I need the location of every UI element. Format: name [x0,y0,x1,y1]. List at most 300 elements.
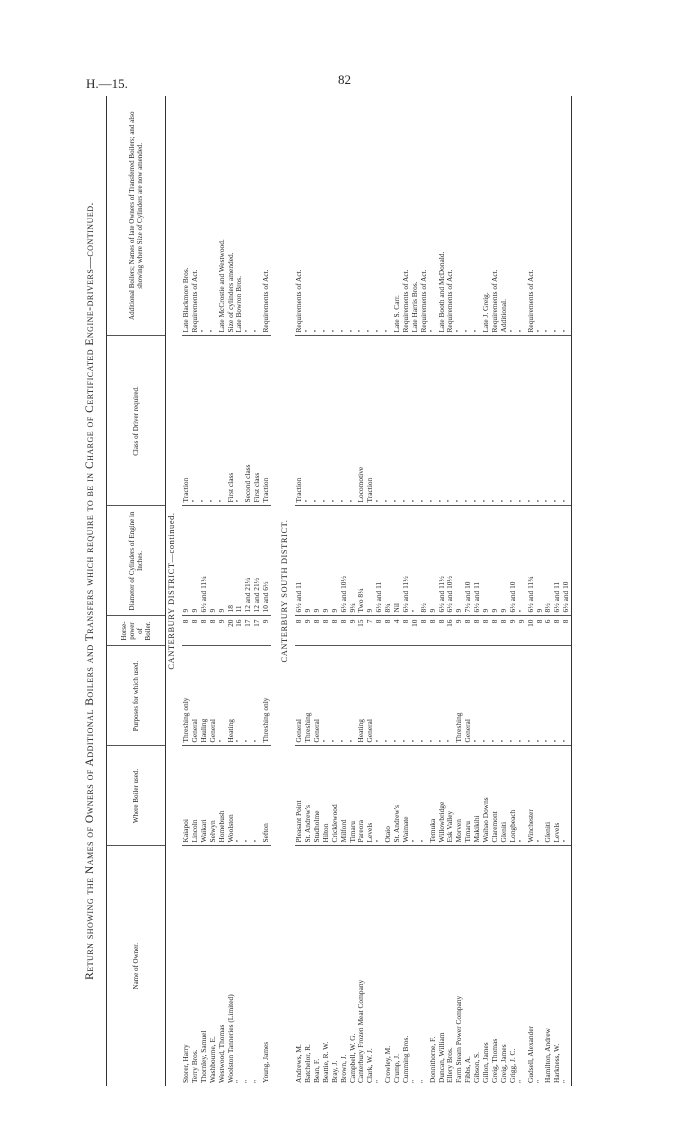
cell-hp: 8 [500,616,509,646]
table-row [218,96,227,1086]
cell-diam: 8½ [420,506,429,616]
cell-add: " [209,96,218,336]
cell-owner: Farm Steam Power Company [454,995,464,1083]
table-row [304,96,313,1086]
cell-where: " [518,746,527,846]
cell-owner: Harkness, W. [552,1043,562,1083]
cell-add: " [518,96,527,336]
table-row [491,96,500,1086]
col-header-diameter: Diameter of Cylinders of Engine in Inches. [107,506,166,616]
table-row [322,96,331,1086]
cell-diam: 8¾ [384,506,393,616]
cell-class: " [304,336,313,506]
cell-purpose: " [518,646,527,746]
cell-purpose: " [375,646,384,746]
cell-class: " [322,336,331,506]
cell-where: Pleasant Point [295,746,304,846]
table-row [527,96,536,1086]
table-row [482,96,491,1086]
cell-purpose: Threshing only [182,646,191,746]
cell-hp: 8 [200,616,209,646]
cell-hp: 8 [429,616,438,646]
cell-purpose: " [402,646,411,746]
district-heading: CANTERBURY SOUTH DISTRICT. [280,519,290,663]
cell-purpose: " [544,646,553,746]
cell-class: " [429,336,438,506]
cell-diam: Nil [393,506,402,616]
table-row [536,96,545,1086]
cell-class: " [518,336,527,506]
col-header-horse-power: Horse-power of Boiler. [107,616,166,646]
cell-class: " [402,336,411,506]
cell-purpose: " [446,646,455,746]
cell-add: " [464,96,473,336]
district-heading: CANTERBURY DISTRICT—continued. [167,512,176,670]
cell-where: Temuka [429,746,438,846]
cell-where: Otaio [384,746,393,846]
cell-owner: Ellery Bros. [445,1047,455,1083]
cell-purpose: " [384,646,393,746]
table-row [227,96,236,1086]
cell-where: Sefton [262,746,271,846]
cell-add: " [553,96,562,336]
cell-add: Requirements of Act. [295,96,304,336]
cell-where: St. Andrew's [393,746,402,846]
cell-add: " [455,96,464,336]
cell-diam: 9 [304,506,313,616]
cell-where: Gleniti [544,746,553,846]
cell-diam: 6½ and 10½ [340,506,349,616]
cell-diam: 12 and 21½ [253,506,262,616]
cell-owner: Campbell, W. G. [347,1033,357,1083]
cell-class: " [562,336,571,506]
cell-diam: 9 [191,506,200,616]
cell-purpose: " [322,646,331,746]
cell-hp: 8 [464,616,473,646]
cell-owner: Andrews, M. [294,1044,304,1083]
cell-diam: 6½ and 10 [509,506,518,616]
cell-where: Gleniti [500,746,509,846]
cell-purpose: " [235,646,244,746]
cell-hp: 8 [375,616,384,646]
cell-class: " [464,336,473,506]
cell-owner: Greig, Thomas [490,1038,499,1083]
report-reference: H.—15. [86,76,128,91]
cell-class: " [384,336,393,506]
cell-diam: 6½ and 11 [295,506,304,616]
cell-class: First class [253,336,262,506]
cell-class: " [527,336,536,506]
table-row [509,96,518,1086]
cell-where: Timaru [464,746,473,846]
table-row [384,96,393,1086]
cell-diam: 9 [366,506,375,616]
cell-hp: 8 [402,616,411,646]
cell-owner: Westwood, Thomas [216,1024,226,1083]
cell-class: " [491,336,500,506]
cell-where: Selwyn [209,746,218,846]
cell-class: " [209,336,218,506]
cell-add: Requirements of Act. [262,96,271,336]
cell-add: " [331,96,340,336]
cell-add: " [366,96,375,336]
table-row [473,96,482,1086]
cell-add: Requirements of Act. [420,96,429,336]
cell-diam: 8½ [544,506,553,616]
cell-class: " [200,336,209,506]
cell-diam: 9 [482,506,491,616]
cell-hp: 8 [331,616,340,646]
cell-where: Waikari [200,746,209,846]
cell-class: " [331,336,340,506]
section-spacer [271,96,279,1086]
cell-where: Woolston [227,746,236,846]
cell-owner: Crowley, M. [383,1045,393,1083]
cell-class: " [375,336,384,506]
cell-diam: 9 [322,506,331,616]
cell-add: Late Bowron Bros. [235,96,244,336]
cell-purpose: " [509,646,518,746]
cell-hp: 8 [191,616,200,646]
cell-owner: " [534,1079,544,1083]
cell-where: Longbeach [509,746,518,846]
cell-where: Pareora [357,746,366,846]
cell-owner: Fibbs, A. [463,1056,473,1083]
cell-diam: 9¼ [349,506,358,616]
cell-hp: 16 [235,616,244,646]
cell-diam: " [411,506,420,616]
cell-owner: Cumming Bros. [400,1035,410,1083]
cell-add: " [544,96,553,336]
cell-purpose: " [438,646,447,746]
cell-class: " [500,336,509,506]
cell-owner: Young, James [261,1041,271,1083]
cell-owner: Terry Bros. [189,1049,199,1083]
cell-purpose: " [473,646,482,746]
cell-purpose: " [253,646,262,746]
cell-diam: 6½ and 11¾ [527,506,536,616]
cell-hp: 16 [446,616,455,646]
table-row [262,96,271,1086]
cell-add: " [375,96,384,336]
cell-where: " [536,746,545,846]
cell-diam: 9 [209,506,218,616]
cell-class: " [411,336,420,506]
cell-owner: Duncan, William [436,1032,446,1083]
cell-hp: 8 [420,616,429,646]
cell-purpose: " [553,646,562,746]
cell-class: Traction [262,336,271,506]
cell-hp: 8 [313,616,322,646]
district-heading-row [279,96,295,1086]
page-number: 82 [338,72,351,87]
cell-hp: 7 [366,616,375,646]
cell-class: Traction [366,336,375,506]
col-header-class: Class of Driver required. [107,336,166,506]
cell-where: " [375,746,384,846]
cell-hp: 8 [209,616,218,646]
cell-class: " [313,336,322,506]
cell-purpose: " [536,646,545,746]
cell-owner: " [516,1079,526,1083]
cell-owner: Grigg, J. C. [507,1048,517,1083]
cell-hp: 8 [473,616,482,646]
cell-hp: 9 [349,616,358,646]
cell-add: " [244,96,253,336]
cell-purpose: Threshing only [262,646,271,746]
cell-class: Traction [295,336,304,506]
cell-owner: Bray, J. [329,1060,339,1083]
cell-add: " [429,96,438,336]
cell-where: Kaiapoi [182,746,191,846]
cell-class: " [349,336,358,506]
col-header-owner: Name of Owner. [107,846,166,1086]
table-row [357,96,366,1086]
cell-add: Requirements of Act. [446,96,455,336]
cell-hp: 8 [553,616,562,646]
cell-purpose: General [464,646,473,746]
cell-diam: 9 [218,506,227,616]
cell-owner: Donnithorne, F. [427,1036,437,1083]
cell-add: Late Blackmore Bros. [182,96,191,336]
cell-diam: 7½ and 10 [464,506,473,616]
cell-where: Studholme [313,746,322,846]
cell-where: Claremont [491,746,500,846]
cell-owner: Brown, J. [338,1054,348,1083]
cell-hp: 8 [562,616,571,646]
cell-class: " [340,336,349,506]
cell-diam: " [518,506,527,616]
cell-add: Requirements of Act. [491,96,500,336]
cell-diam: Two 8¼ [357,506,366,616]
cell-purpose: " [349,646,358,746]
cell-diam: 9 [536,506,545,616]
cell-diam: 11 [235,506,244,616]
cell-hp: 9 [262,616,271,646]
cell-where: Levels [553,746,562,846]
cell-add: Late Harris Bros. [411,96,420,336]
cell-class: " [438,336,447,506]
cell-class: " [235,336,244,506]
cell-owner: " [374,1079,384,1083]
cell-add: Late McCrostie and Westwood. [218,96,227,336]
cell-where: " [420,746,429,846]
cell-class: " [218,336,227,506]
cell-where: Willowbridge [438,746,447,846]
cell-add: Requirements of Act. [527,96,536,336]
cell-hp: 17 [253,616,262,646]
cell-hp: 17 [244,616,253,646]
cell-diam: 6½ and 10 [562,506,571,616]
cell-diam: 6½ and 11½ [402,506,411,616]
cell-purpose: Threshing [304,646,313,746]
table-row [402,96,411,1086]
cell-add: " [357,96,366,336]
table-row [340,96,349,1086]
cell-class: " [544,336,553,506]
cell-add: " [304,96,313,336]
cell-hp: 10 [411,616,420,646]
cell-where: Waihao Downs [482,746,491,846]
table-header-row [107,96,166,1086]
cell-owner: Greig, James [498,1044,508,1083]
cell-diam: 6½ and 11¼ [200,506,209,616]
cell-purpose: " [562,646,571,746]
cell-purpose: Hauling [200,646,209,746]
cell-hp: 4 [393,616,402,646]
cell-add: " [253,96,262,336]
cell-where: Waimate [402,746,411,846]
cell-purpose: " [482,646,491,746]
cell-diam: 6½ and 11½ [438,506,447,616]
cell-owner: Gillon, James [481,1042,491,1083]
cell-hp: 15 [357,616,366,646]
cell-where: Esk Valley [446,746,455,846]
table-row [562,96,571,1086]
cell-where: Timaru [349,746,358,846]
cell-where: " [411,746,420,846]
cell-diam: 6½ and 11 [375,506,384,616]
section-spacer-cell [271,96,279,1086]
cell-purpose: " [218,646,227,746]
cell-class: " [553,336,562,506]
cell-class: " [473,336,482,506]
table-row [295,96,304,1086]
cell-owner: Bean, F. [311,1058,321,1083]
cell-add: Size of cylinders amended. [227,96,236,336]
cell-class: Second class [244,336,253,506]
cell-hp: 8 [438,616,447,646]
cell-class: " [509,336,518,506]
table-caption: Return showing the Names of Owners of Additional Boilers and Transfers which require to be in Charge of Certificated Engine-drivers—continued. [84,202,96,980]
cell-add: Late J. Greig. [482,96,491,336]
cell-class: " [191,336,200,506]
cell-purpose: " [411,646,420,746]
cell-hp: 6 [544,616,553,646]
cell-add: " [473,96,482,336]
cell-owner: Beattie, R. W. [320,1041,330,1083]
cell-add: " [536,96,545,336]
cell-owner: Gibson, S. [472,1051,482,1083]
cell-owner: Canterbury Frozen Meat Company [356,979,366,1083]
table-row [375,96,384,1086]
cell-diam: 18 [227,506,236,616]
cell-owner: " [234,1079,244,1083]
cell-add: " [562,96,571,336]
cell-add: " [313,96,322,336]
cell-add: Requirements of Act. [191,96,200,336]
cell-hp: 8 [536,616,545,646]
cell-where: St. Andrew's [304,746,313,846]
cell-add: " [509,96,518,336]
cell-hp: 10 [527,616,536,646]
cell-where: " [244,746,253,846]
cell-hp: 8 [384,616,393,646]
cell-owner: " [409,1079,419,1083]
cell-where: Makikihi [473,746,482,846]
col-header-where: Where Boiler used. [107,746,166,846]
table-row [200,96,209,1086]
cell-where: Milford [340,746,349,846]
owners-table [106,96,572,1086]
cell-where: Levels [366,746,375,846]
cell-owner: " [562,846,571,1086]
cell-diam: 10 and 6½ [262,506,271,616]
cell-purpose: " [527,646,536,746]
cell-class: " [446,336,455,506]
cell-purpose: " [429,646,438,746]
cell-hp: 20 [227,616,236,646]
cell-purpose: General [313,646,322,746]
cell-diam: 12 and 21¼ [244,506,253,616]
col-header-purpose: Purposes for which used. [107,646,166,746]
cell-diam: 6½ and 10½ [446,506,455,616]
cell-class: First class [227,336,236,506]
cell-hp: 8 [340,616,349,646]
cell-add: Additional. [500,96,509,336]
cell-where: Winchester [527,746,536,846]
cell-where: Cricklewood [331,746,340,846]
cell-hp: 9 [518,616,527,646]
cell-hp: 9 [304,616,313,646]
cell-hp: 9 [218,616,227,646]
cell-diam: 9 [455,506,464,616]
cell-purpose: " [420,646,429,746]
cell-class: " [420,336,429,506]
cell-owner: " [243,1079,253,1083]
cell-purpose: " [340,646,349,746]
cell-add: Late Booth and McDonald. [438,96,447,336]
cell-owner: Gudsell, Alexander [525,1025,535,1083]
table-row [420,96,429,1086]
cell-where: " [253,746,262,846]
cell-purpose: " [393,646,402,746]
table-row [182,96,191,1086]
table-row [411,96,420,1086]
cell-where: Hilton [322,746,331,846]
cell-purpose: " [500,646,509,746]
cell-purpose: General [366,646,375,746]
cell-hp: 9 [455,616,464,646]
cell-hp: 8 [295,616,304,646]
cell-add: " [322,96,331,336]
cell-owner: Storer, Harry [181,1044,190,1083]
cell-owner: Clark, W. J. [365,1048,375,1083]
cell-diam: 6½ and 11 [553,506,562,616]
cell-diam: 9 [500,506,509,616]
cell-purpose: General [209,646,218,746]
cell-hp: 8 [482,616,491,646]
cell-add: " [200,96,209,336]
cell-class: " [536,336,545,506]
cell-class: " [455,336,464,506]
cell-diam: 9 [313,506,322,616]
cell-owner: Hamilton, Andrew [543,1027,553,1083]
cell-diam: 9 [331,506,340,616]
cell-class: Locomotive [357,336,366,506]
cell-owner: " [418,1079,428,1083]
cell-purpose: " [491,646,500,746]
cell-owner: Thornley, Samuel [198,1030,208,1083]
cell-purpose: Heating [357,646,366,746]
table-row [446,96,455,1086]
cell-hp: 8 [491,616,500,646]
cell-add: " [384,96,393,336]
cell-purpose: General [295,646,304,746]
cell-diam: 9 [182,506,191,616]
col-header-additional: Additional Boilers; Names of late Owners of Transferred Boilers; and also showing where Size of Cylinders are now amended. [107,96,166,336]
cell-add: " [340,96,349,336]
